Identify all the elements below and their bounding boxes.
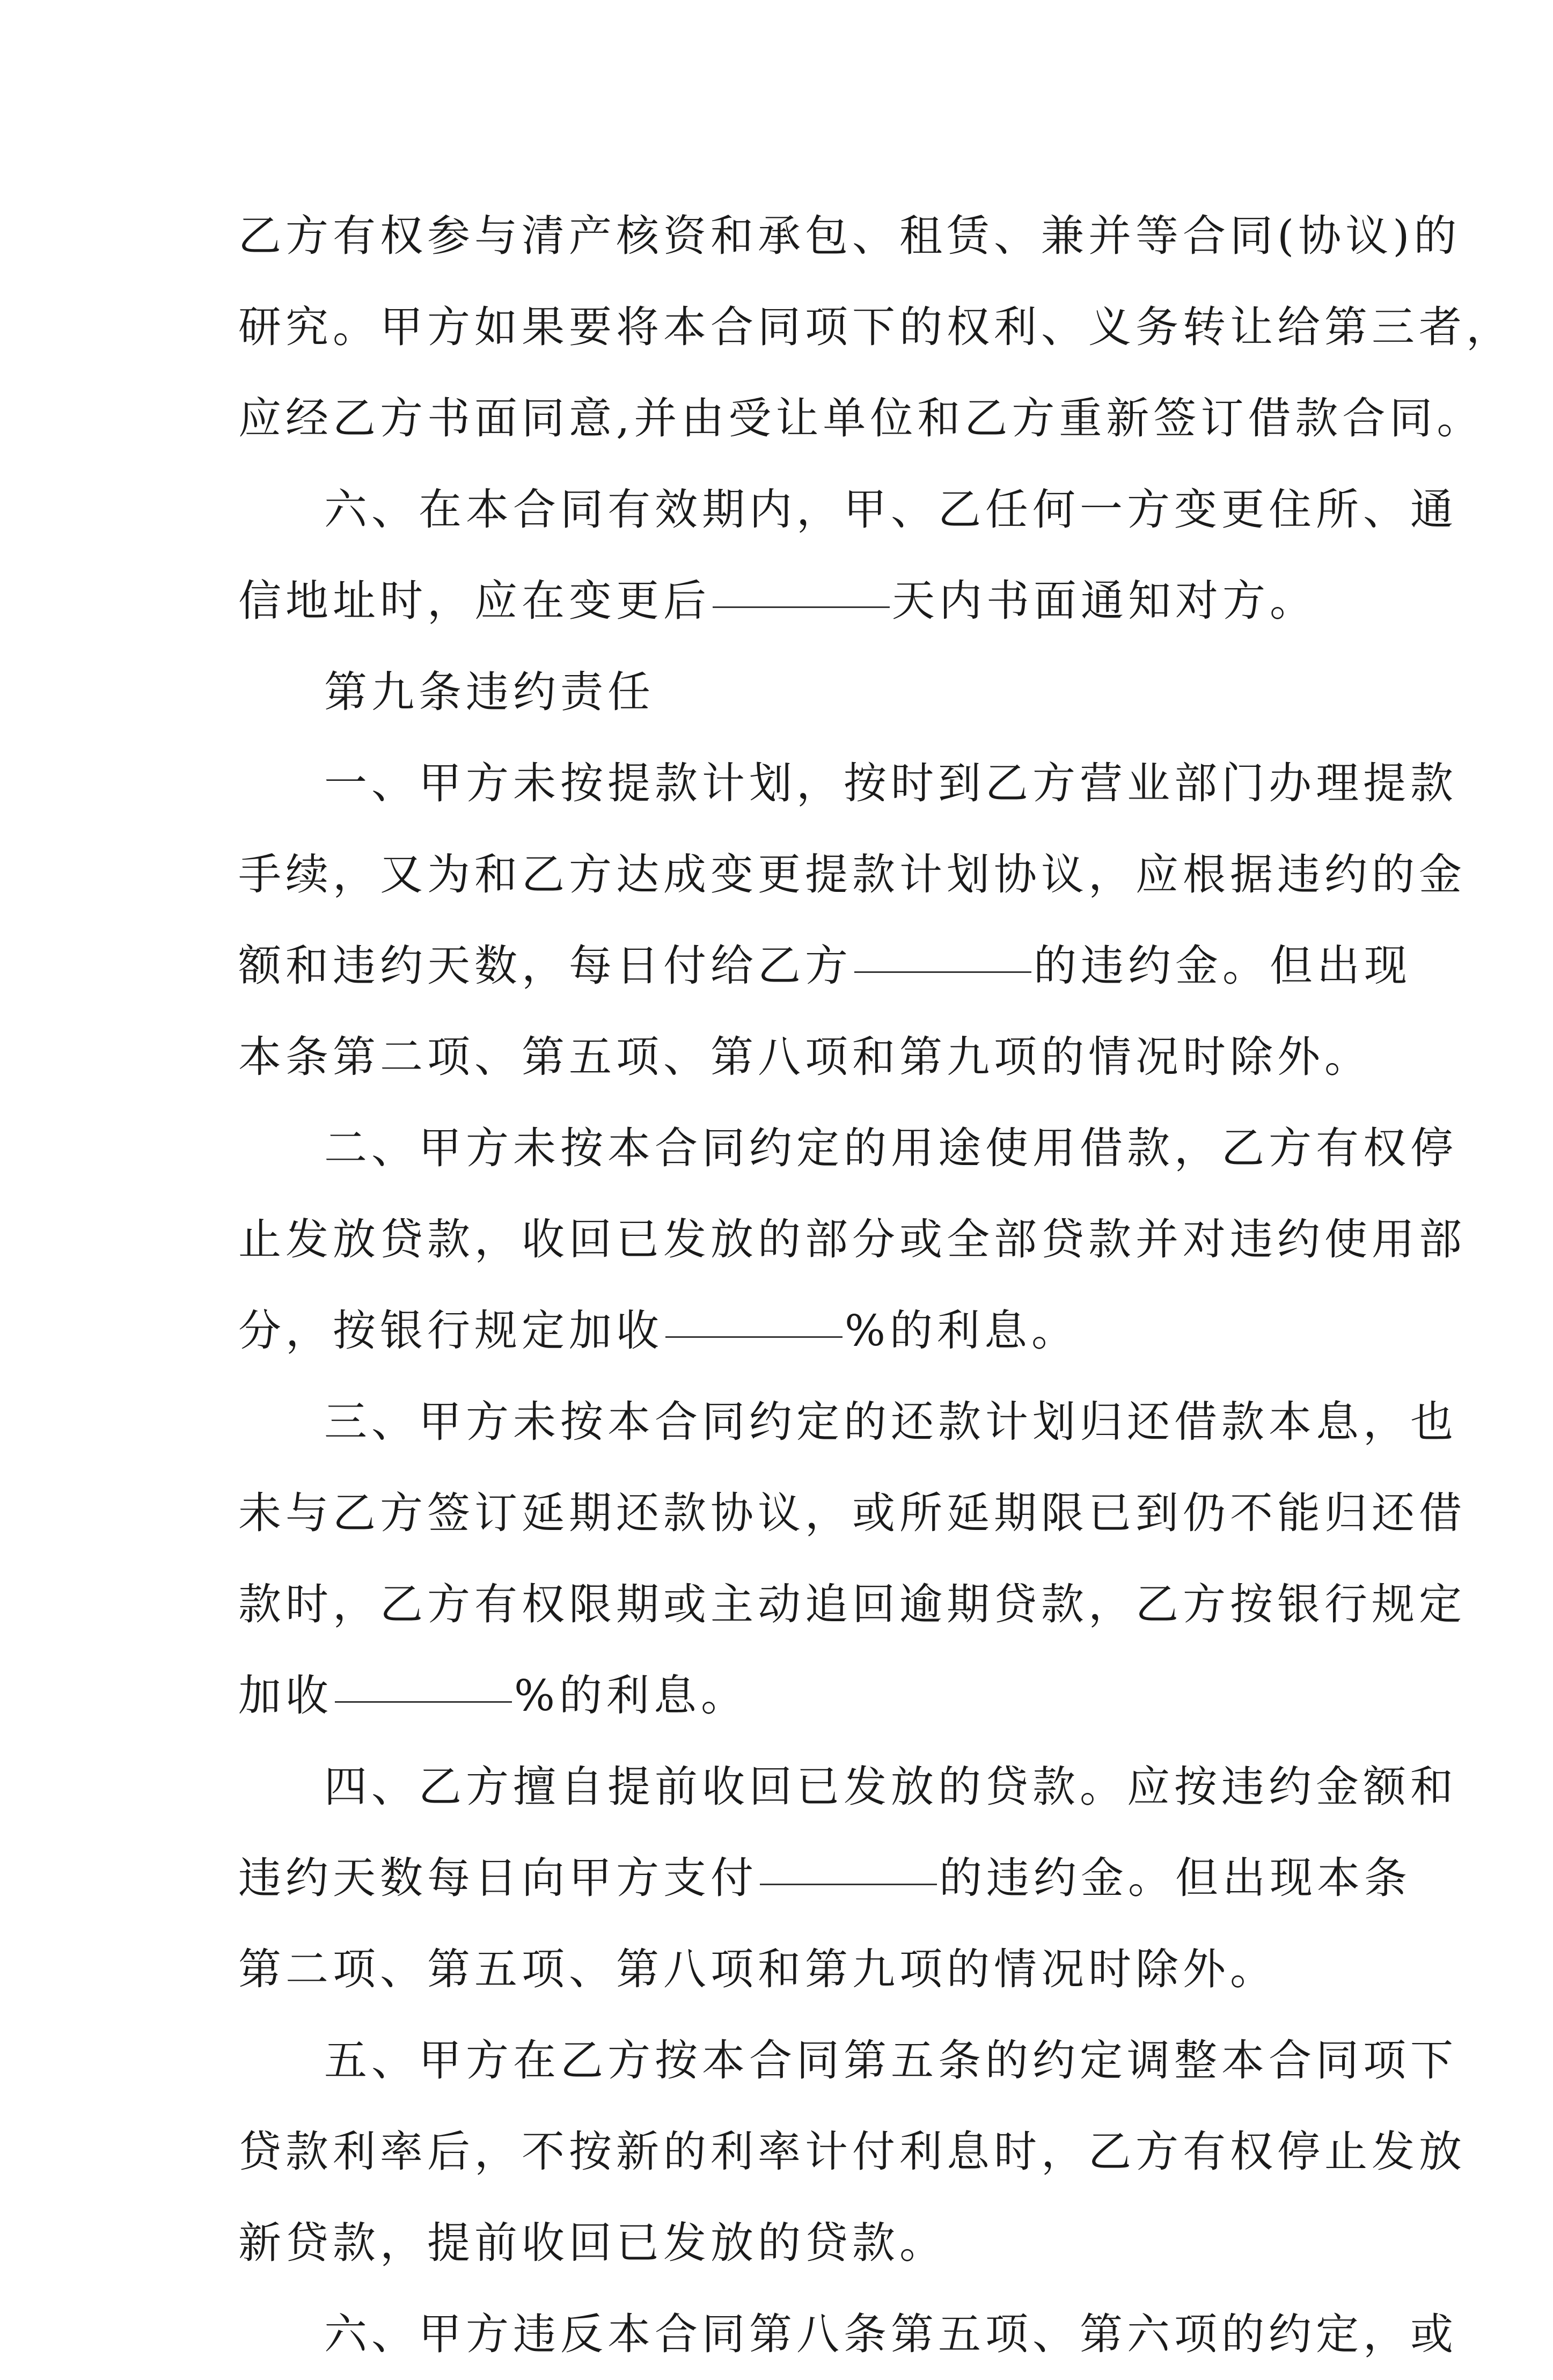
text-line: 一、甲方未按提款计划，按时到乙方营业部门办理提款 xyxy=(324,758,1457,808)
text-line: 研究。甲方如果要将本合同项下的权利、义务转让给第三者， xyxy=(238,302,1513,352)
text-segment: 的违约金。但出现本条 xyxy=(939,1853,1411,1903)
fill-in-blank[interactable] xyxy=(335,1647,512,1703)
text-segment: %的利息。 xyxy=(514,1671,749,1720)
text-line: 第二项、第五项、第八项和第九项的情况时除外。 xyxy=(238,1944,1277,1994)
contract-text xyxy=(238,191,1513,2380)
text-line: 四、乙方擅自提前收回已发放的贷款。应按违约金额和 xyxy=(324,1762,1457,1812)
fill-in-blank[interactable] xyxy=(854,918,1031,973)
text-line: 应经乙方书面同意,并由受让单位和乙方重新签订借款合同。 xyxy=(238,393,1484,443)
fill-in-blank[interactable] xyxy=(665,1283,843,1338)
text-segment: %的利息。 xyxy=(845,1306,1079,1356)
text-segment: 加收 xyxy=(238,1671,333,1720)
text-line: 本条第二项、第五项、第八项和第九项的情况时除外。 xyxy=(238,1032,1372,1082)
fill-in-blank[interactable] xyxy=(713,553,890,608)
text-line: 新贷款，提前收回已发放的贷款。 xyxy=(238,2218,947,2268)
text-line: 贷款利率后，不按新的利率计付利息时，乙方有权停止发放 xyxy=(238,2127,1466,2177)
text-segment: 信地址时，应在变更后 xyxy=(238,576,710,626)
text-line: 二、甲方未按本合同约定的用途使用借款，乙方有权停 xyxy=(324,1123,1457,1173)
text-line: 五、甲方在乙方按本合同第五条的约定调整本合同项下 xyxy=(324,2035,1457,2085)
text-line: 止发放贷款，收回已发放的部分或全部贷款并对违约使用部 xyxy=(238,1214,1466,1264)
text-line xyxy=(238,1833,1411,1924)
text-segment: 违约天数每日向甲方支付 xyxy=(238,1853,758,1903)
text-line xyxy=(238,555,1376,647)
text-segment: 分，按银行规定加收 xyxy=(238,1306,663,1356)
text-segment: 天内书面通知对方。 xyxy=(892,576,1317,626)
text-line: 六、在本合同有效期内，甲、乙任何一方变更住所、通 xyxy=(324,485,1457,534)
text-line: 未与乙方签订延期还款协议，或所延期限已到仍不能归还借 xyxy=(238,1488,1466,1538)
text-line: 乙方有权参与清产核资和承包、租赁、兼并等合同(协议)的 xyxy=(238,211,1461,261)
text-line: 手续，又为和乙方达成变更提款计划协议，应根据违约的金 xyxy=(238,850,1466,899)
text-line xyxy=(238,1650,1376,1741)
text-line: 款时，乙方有权限期或主动追回逾期贷款，乙方按银行规定 xyxy=(238,1579,1466,1629)
text-line: 三、甲方未按本合同约定的还款计划归还借款本息，也 xyxy=(324,1397,1457,1447)
text-line xyxy=(238,1285,1376,1376)
fill-in-blank[interactable] xyxy=(760,1830,937,1885)
section-heading: 第九条违约责任 xyxy=(324,667,655,717)
text-line xyxy=(238,920,1411,1012)
text-line: 六、甲方违反本合同第八条第五项、第六项的约定，或 xyxy=(324,2309,1457,2359)
text-segment: 额和违约天数，每日付给乙方 xyxy=(238,941,852,991)
text-segment: 的违约金。但出现 xyxy=(1034,941,1411,991)
